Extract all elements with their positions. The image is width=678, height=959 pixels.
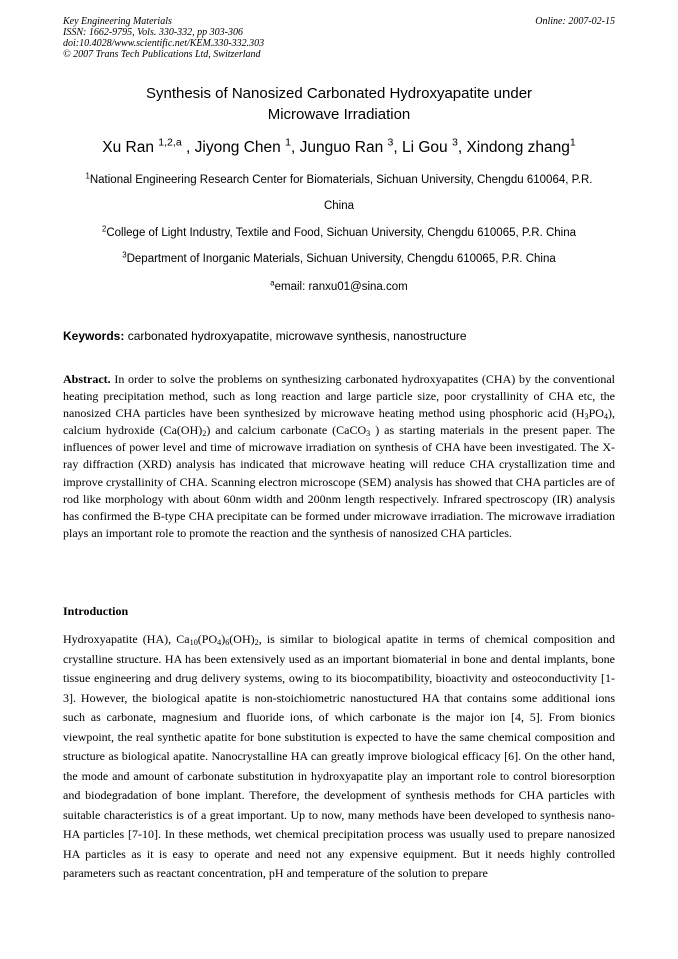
abstract-text: ) as starting materials in the present paper. The influences of power level and time of microwave irradiation on synthesis of CHA have been investigated. The X-ray diffraction (XRD) analysis has indicated that microwave heating will reduce CHA crystallization time and improve crystallinity of CHA. Scanning electron microscope (SEM) analysis has showed that CHA particles are of rod like morphology with about 60nm width and 200nm length respectively. Infrared spectroscopy (IR) analysis has confirmed the B-type CHA precipitate can be formed under microwave irradiation. The microwave irradiation plays an important role to promote the reaction and the synthesis of nanosized CHA particles. [63,423,615,540]
author-name: Xu Ran [102,139,159,156]
subscript: 4 [603,412,608,422]
affiliation-mark: 1 [85,171,90,181]
doi-line[interactable]: doi:10.4028/www.scientific.net/KEM.330-332.303 [63,38,265,49]
keywords-text: carbonated hydroxyapatite, microwave synthesis, nanostructure [124,329,467,343]
subscript: 10 [189,638,198,648]
affiliation-text: Department of Inorganic Materials, Sichuan University, Chengdu 610065, P.R. China [126,253,556,265]
author-affiliation-mark: 1 [285,136,291,149]
affiliation-3 [63,246,615,272]
author-separator: , [181,139,195,156]
affiliation-text: College of Light Industry, Textile and Food, Sichuan University, Chengdu 610065, P.R. China [106,227,577,239]
subscript: 6 [225,638,230,648]
author-affiliation-mark: 1,2,a [158,136,182,149]
title-line-2: Microwave Irradiation [267,106,411,123]
subscript: 2 [202,429,207,439]
abstract-label: Abstract. [63,372,111,386]
author-separator: , [457,139,467,156]
subscript: 2 [254,638,259,648]
abstract-text: PO [588,406,604,421]
author-name: Junguo Ran [299,139,388,156]
affiliation-1 [63,167,615,219]
author-affiliation-mark: 1 [569,136,576,149]
subscript: 4 [217,638,222,648]
author-name: Xindong zhang [466,139,570,156]
abstract [63,371,615,542]
author-list [63,138,615,158]
author-separator: , [290,139,300,156]
journal-name: Key Engineering Materials [63,16,172,27]
affiliation-mark: 2 [101,224,107,234]
journal-header [63,16,264,60]
subscript: 3 [584,412,589,422]
body-text: (PO [197,632,218,646]
author-name: Jiyong Chen [194,139,286,156]
affiliation-2 [63,220,615,246]
affiliation-mark: 3 [122,250,127,260]
subscript: 3 [366,429,371,439]
abstract-text: ), calcium hydroxide (Ca(OH) [63,406,615,438]
body-text: ) [221,632,226,646]
online-date: Online: 2007-02-15 [535,16,615,27]
author-affiliation-mark: 3 [387,136,394,149]
keywords-label: Keywords: [63,329,125,343]
issn-line: ISSN: 1662-9795, Vols. 330-332, pp 303-306 [63,27,243,38]
body-text: (OH) [229,632,255,646]
keywords [63,327,615,345]
affiliation-text-continued: China [323,200,355,212]
introduction-body [63,630,615,884]
abstract-text: In order to solve the problems on synthesizing carbonated hydroxyapatites (CHA) by the conventional heating precipitation method, such as long reaction and large particle size, poor crystallinity of CHA etc, the nanosized CHA particles have been synthesized by microwave heating method using phosphoric acid (H [63,372,615,421]
title-line-1: Synthesis of Nanosized Carbonated Hydroxyapatite under [145,85,533,102]
author-separator: , [393,139,402,156]
abstract-text: ) and calcium carbonate (CaCO [206,423,367,438]
author-email [63,274,615,300]
email-mark: a [270,278,275,288]
copyright-line: © 2007 Trans Tech Publications Ltd, Switzerland [63,49,261,60]
section-heading-introduction: Introduction [63,604,129,618]
body-text: Hydroxyapatite (HA), Ca [63,632,190,646]
author-name: Li Gou [401,139,452,156]
email-text[interactable]: email: ranxu01@sina.com [274,281,408,293]
paper-title [63,83,615,125]
affiliation-text: National Engineering Research Center for Biomaterials, Sichuan University, Chengdu 610064, P.R. [89,174,593,186]
author-affiliation-mark: 3 [451,136,458,149]
body-text: , is similar to biological apatite in terms of chemical composition and crystalline structure. HA has been extensively used as an important biomaterial in bone and dental implants, bone tissue engineering and drug delivery systems, owing to its biocompatibility, bioactivity and osteoconductivity [1-3]. However, the biological apatite is non-stoichiometric nanostuctured HA that contains some additional ions such as carbonate, magnesium and fluoride ions, of which carbonate is the major ion [4, 5]. From bionics viewpoint, the real synthetic apatite for bone substitution is expected to have the same chemical composition and structure as biological apatite. Nanocrystalline HA can greatly improve biological efficacy [6]. On the other hand, the mode and amount of carbonate substitution in hydroxyapatite play an important role to control bioresorption and biodegradation of bone implant. Therefore, the development of synthesis methods for CHA particles with suitable characteristics is of a great important. Up to now, many methods have been developed to synthesis nano-HA particles [7-10]. In these methods, wet chemical precipitation process was usually used to prepare nanosized HA particles as it is easy to operate and need not any expensive equipment. But it needs highly controlled parameters such as reactant concentration, pH and temperature of the solution to prepare [63,632,616,880]
